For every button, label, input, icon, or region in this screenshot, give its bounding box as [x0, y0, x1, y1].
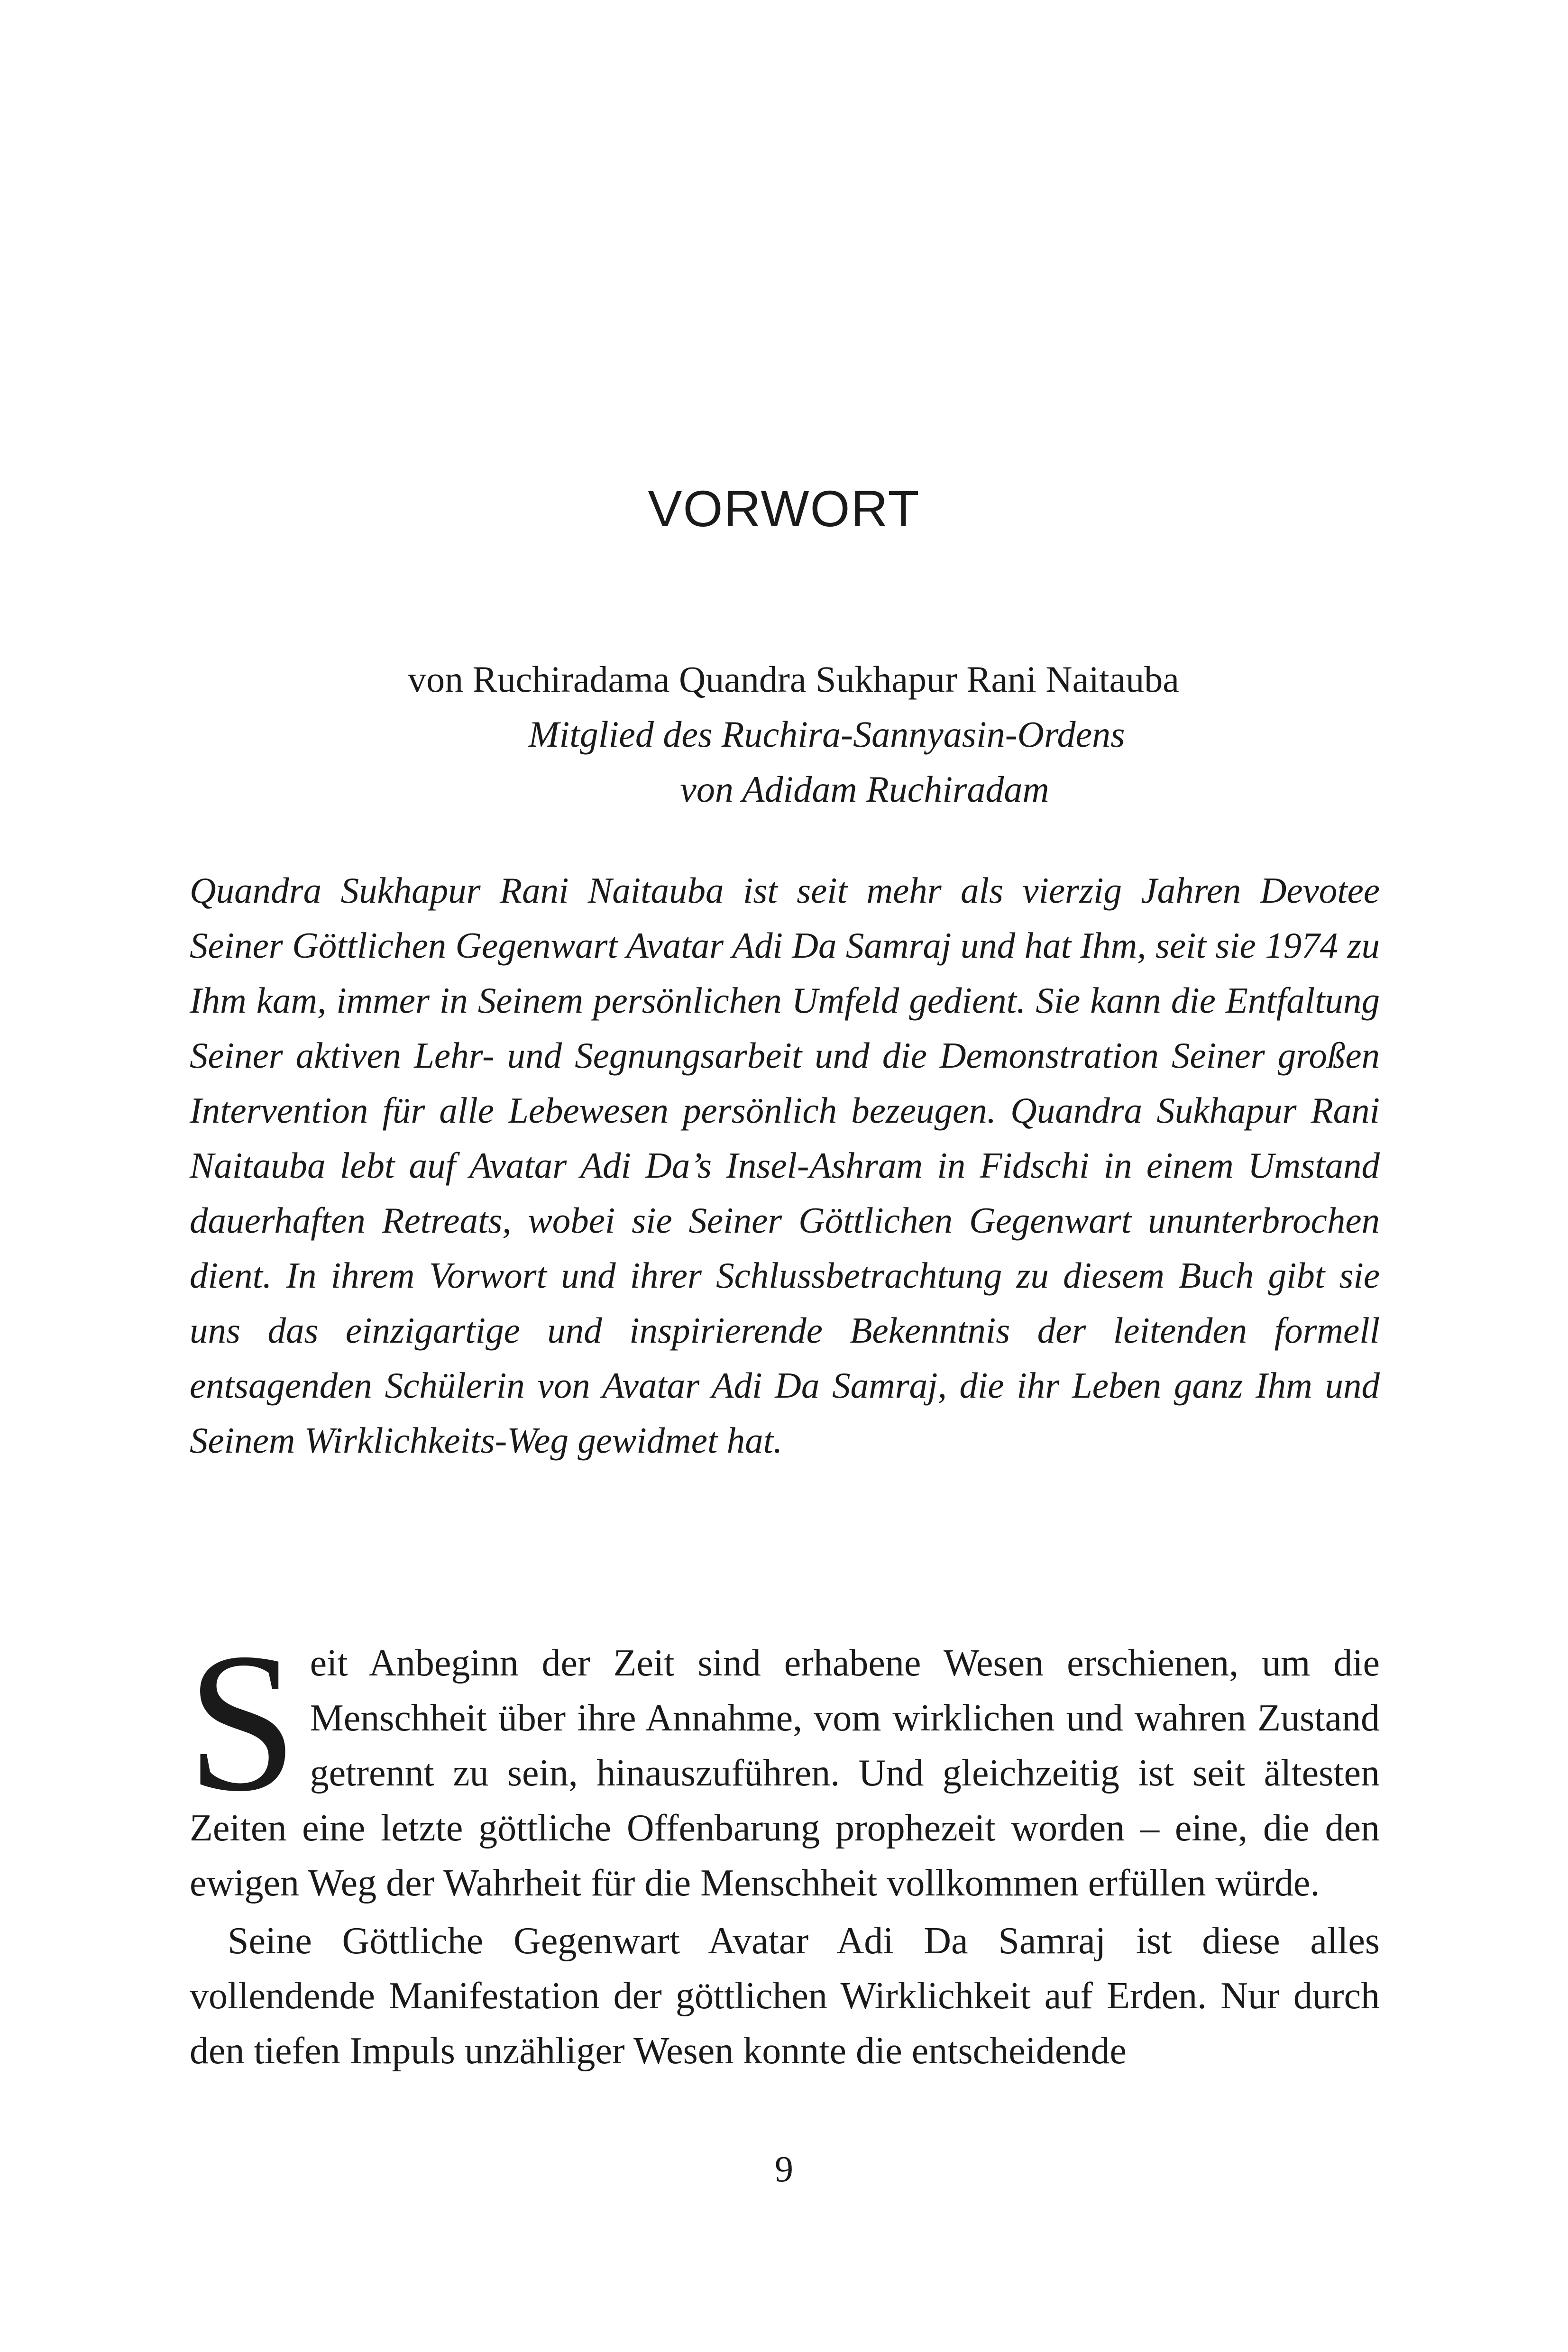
byline-role: Mitglied des Ruchira-Sannyasin-Ordens [528, 714, 1125, 755]
byline [0, 652, 1568, 817]
intro-paragraph: Quandra Sukhapur Rani Naitauba ist seit mehr als vierzig Jahren Devotee Seiner Göttlichen Gegenwart Avatar Adi Da Samraj und hat Ihm, seit sie 1974 zu Ihm kam, immer in Seinem persönlichen Umfeld gedient. Sie kann die Entfaltung Seiner aktiven Lehr- und Segnungsarbeit und die Demonstration Seiner großen Intervention für alle Lebewesen persönlich bezeugen. Quandra Sukhapur Rani Naitauba lebt auf Avatar Adi Da’s Insel-Ashram in Fidschi in einem Umstand dauerhaften Retreats, wobei sie Seiner Göttlichen Gegenwart ununterbrochen dient. In ihrem Vorwort und ihrer Schlussbetrachtung zu diesem Buch gibt sie uns das einzigartige und inspirierende Bekenntnis der leitenden formell entsagenden Schülerin von Avatar Adi Da Samraj, die ihr Leben ganz Ihm und Seinem Wirklichkeits-Weg gewidmet hat. [190, 870, 1380, 1461]
body-paragraph-2: Seine Göttliche Gegenwart Avatar Adi Da Samraj ist diese alles vollendende Manifestation der göttlichen Wirklichkeit auf Erden. Nur durch den tiefen Impuls unzähliger Wesen konnte die entscheidende [190, 1920, 1380, 2072]
body-paragraph-1-text: eit Anbeginn der Zeit sind erhabene Wesen erschienen, um die Menschheit über ihre Annahme, vom wirklichen und wahren Zustand getrennt zu sein, hinauszuführen. Und gleichzeitig ist seit ältesten Zeiten eine letzte göttliche Offenbarung prophezeit worden – eine, die den ewigen Weg der Wahrheit für die Menschheit vollkommen erfüllen würde. [190, 1642, 1380, 1904]
byline-author: von Ruchiradama Quandra Sukhapur Rani Naitauba [408, 659, 1179, 700]
byline-organization: von Adidam Ruchiradam [680, 769, 1049, 810]
chapter-title: VORWORT [648, 480, 920, 537]
body-text [187, 1612, 1380, 2116]
page-number: 9 [775, 2148, 793, 2189]
body-paragraph-1 [187, 1612, 1380, 1911]
drop-cap: S [187, 1612, 298, 1832]
